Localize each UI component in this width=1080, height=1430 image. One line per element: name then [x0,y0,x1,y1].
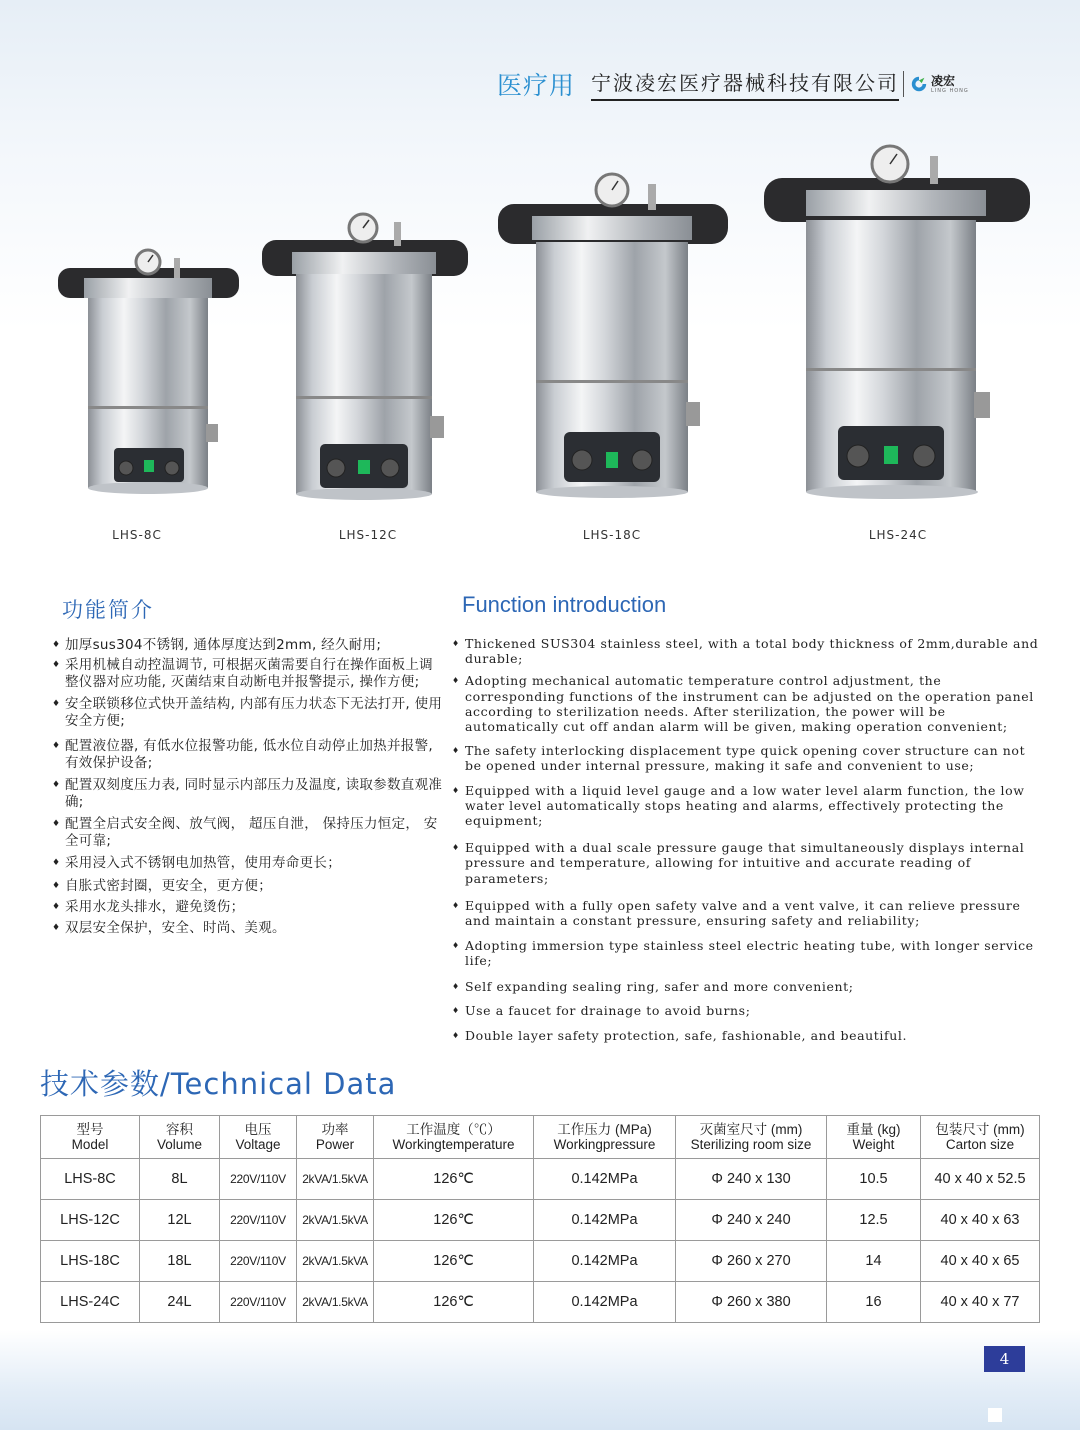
function-list-en [452,636,1042,1043]
column-header: 灭菌室尺寸 (mm) Sterilizing room size [676,1116,827,1159]
table-cell: 220V/110V [220,1159,297,1200]
table-cell: 126℃ [374,1241,534,1282]
function-title-en: Function introduction [462,592,667,617]
list-item: ♦ Equipped with a liquid level gauge and a low water level alarm function, the low water level automatically stops heating and alarms, effectively protecting the equipment; [452,783,1042,829]
tech-data-table [40,1115,1040,1323]
table-cell: 220V/110V [220,1241,297,1282]
function-title-cn: 功能简介 [62,598,154,622]
tech-data-title: 技术参数/Technical Data [40,1067,397,1101]
table-cell: 8L [140,1159,220,1200]
table-cell: 40 x 40 x 77 [921,1282,1040,1323]
list-item: ♦ Adopting mechanical automatic temperature control adjustment, the corresponding functions of the instrument can be adjusted on the operation panel according to sterilization needs. After sterilization, the power will be automatically cut off andan alarm will be given, making operation convenient; [452,673,1042,734]
table-cell: Φ 260 x 380 [676,1282,827,1323]
table-cell: Φ 240 x 130 [676,1159,827,1200]
company-logo [910,75,969,94]
table-cell: 40 x 40 x 65 [921,1241,1040,1282]
list-item: ♦ Equipped with a fully open safety valve and a vent valve, it can relieve pressure and maintain a constant pressure, ensuring safety and reliability; [452,898,1042,928]
page-header [497,64,969,104]
table-row [41,1200,1040,1241]
table-cell: 2kVA/1.5kVA [297,1282,374,1323]
list-item: ♦ Double layer safety protection, safe, fashionable, and beautiful. [452,1028,1042,1043]
list-item: ♦ 配置双刻度压力表, 同时显示内部压力及温度, 读取参数直观准确; [52,777,444,811]
column-header: 容积 Volume [140,1116,220,1159]
product-image-lhs-8c [56,246,241,496]
list-item: ♦ 安全联锁移位式快开盖结构, 内部有压力状态下无法打开, 使用安全方便; [52,696,444,730]
table-cell: 40 x 40 x 63 [921,1200,1040,1241]
table-cell: 126℃ [374,1159,534,1200]
table-cell: LHS-24C [41,1282,140,1323]
column-header: 功率 Power [297,1116,374,1159]
table-header-row [41,1116,1040,1159]
model-label: LHS-12C [338,528,398,542]
header-divider [903,71,904,97]
column-header: 包装尺寸 (mm) Carton size [921,1116,1040,1159]
model-label: LHS-24C [868,528,928,542]
list-item: ♦ 采用水龙头排水，避免烫伤； [52,899,444,916]
list-item: ♦ 双层安全保护，安全、时尚、美观。 [52,920,444,937]
list-item: ♦ 采用浸入式不锈钢电加热管，使用寿命更长； [52,855,444,872]
table-cell: LHS-8C [41,1159,140,1200]
table-cell: LHS-18C [41,1241,140,1282]
table-cell: 24L [140,1282,220,1323]
table-cell: 40 x 40 x 52.5 [921,1159,1040,1200]
list-item: ♦ Equipped with a dual scale pressure gauge that simultaneously displays internal pressure and temperature, allowing for intuitive and accurate reading of parameters; [452,840,1042,886]
table-cell: 0.142MPa [534,1241,676,1282]
list-item: ♦ Use a faucet for drainage to avoid burns; [452,1003,1042,1018]
column-header: 工作压力 (MPa) Workingpressure [534,1116,676,1159]
table-cell: LHS-12C [41,1200,140,1241]
table-row [41,1241,1040,1282]
list-item: ♦ 加厚sus304不锈钢, 通体厚度达到2mm, 经久耐用; [52,637,444,654]
table-cell: 2kVA/1.5kVA [297,1241,374,1282]
table-cell: 2kVA/1.5kVA [297,1200,374,1241]
table-row [41,1282,1040,1323]
product-image-lhs-12c [260,210,470,500]
list-item: ♦ The safety interlocking displacement type quick opening cover structure can not be opened under internal pressure, making it safe and convenient to use; [452,743,1042,773]
model-label: LHS-8C [112,528,162,542]
table-cell: 12L [140,1200,220,1241]
table-cell: 18L [140,1241,220,1282]
table-cell: 220V/110V [220,1282,297,1323]
list-item: ♦ Adopting immersion type stainless steel electric heating tube, with longer service life; [452,938,1042,968]
table-cell: 10.5 [827,1159,921,1200]
function-list-cn [52,637,444,937]
list-item: ♦ 采用机械自动控温调节, 可根据灭菌需要自行在操作面板上调整仪器对应功能, 灭菌结束自动断电并报警提示, 操作方便; [52,657,444,691]
logo-cn-text: 凌宏 [931,73,956,88]
table-cell: 14 [827,1241,921,1282]
table-cell: 0.142MPa [534,1282,676,1323]
company-name: 宁波凌宏医疗器械科技有限公司 [591,67,899,101]
bottom-background [0,1330,1080,1430]
column-header: 电压 Voltage [220,1116,297,1159]
list-item: ♦ Self expanding sealing ring, safer and more convenient; [452,979,1042,994]
logo-icon [910,75,928,93]
table-cell: 2kVA/1.5kVA [297,1159,374,1200]
corner-decoration [988,1408,1002,1422]
header-tag: 医疗用 [497,71,576,100]
model-label: LHS-18C [582,528,642,542]
product-image-lhs-18c [496,170,730,500]
column-header: 工作温度（℃） Workingtemperature [374,1116,534,1159]
page-number: 4 [984,1346,1025,1372]
list-item: ♦ 自胀式密封圈，更安全，更方便； [52,878,444,895]
list-item: ♦ Thickened SUS304 stainless steel, with a total body thickness of 2mm,durable and durable; [452,636,1042,666]
table-cell: 0.142MPa [534,1200,676,1241]
table-cell: 16 [827,1282,921,1323]
table-cell: Φ 260 x 270 [676,1241,827,1282]
logo-en-text: LING HONG [931,87,969,94]
product-gallery [0,130,1080,550]
table-cell: 220V/110V [220,1200,297,1241]
list-item: ♦ 配置液位器, 有低水位报警功能, 低水位自动停止加热并报警, 有效保护设备; [52,738,444,772]
table-row [41,1159,1040,1200]
list-item: ♦ 配置全启式安全阀、放气阀， 超压自泄， 保持压力恒定， 安全可靠; [52,816,444,850]
table-cell: 126℃ [374,1282,534,1323]
table-cell: 0.142MPa [534,1159,676,1200]
column-header: 型号 Model [41,1116,140,1159]
table-cell: 12.5 [827,1200,921,1241]
column-header: 重量 (kg) Weight [827,1116,921,1159]
table-cell: 126℃ [374,1200,534,1241]
table-cell: Φ 240 x 240 [676,1200,827,1241]
product-image-lhs-24c [762,142,1032,502]
